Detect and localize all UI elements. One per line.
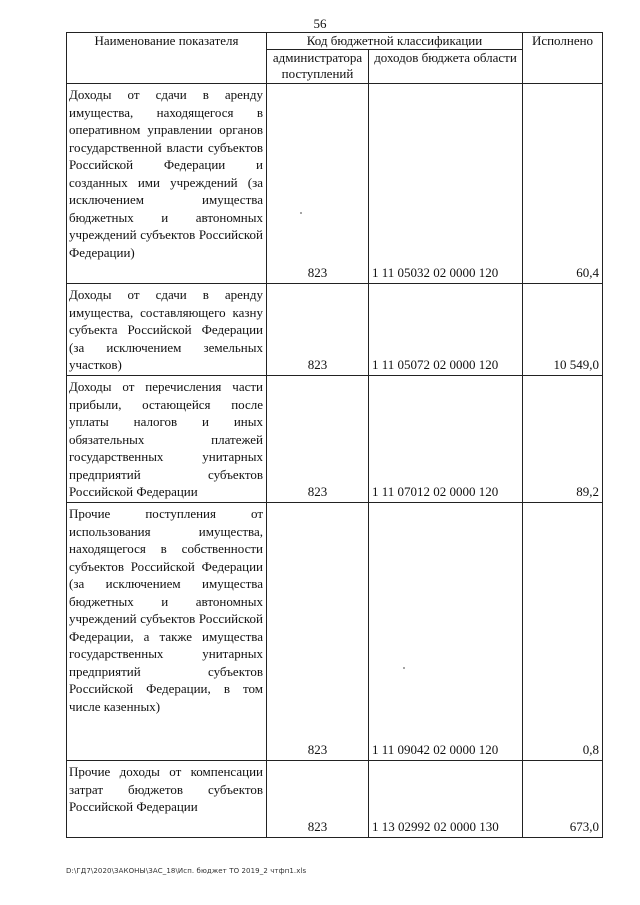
scan-speck [300, 212, 302, 214]
header-admin: администратора поступлений [267, 50, 369, 84]
row-admin-code: 823 [267, 284, 369, 376]
row-admin-code: 823 [267, 761, 369, 838]
row-amount: 0,8 [523, 503, 603, 761]
table-row [67, 284, 603, 376]
row-amount: 673,0 [523, 761, 603, 838]
row-revenue-code: 1 11 05032 02 0000 120 [369, 84, 523, 284]
header-code-group: Код бюджетной классификации [267, 33, 523, 50]
row-revenue-code: 1 13 02992 02 0000 130 [369, 761, 523, 838]
row-admin-code: 823 [267, 376, 369, 503]
row-revenue-code: 1 11 09042 02 0000 120 [369, 503, 523, 761]
table-row [67, 761, 603, 838]
row-name: Доходы от сдачи в аренду имущества, находящегося в оперативном управлении органов государственной власти субъектов Российской Федерации и созданных ими учреждений (за исключением имущества бюджетных и автономных учреждений субъектов Российской Федерации) [67, 84, 267, 284]
table-row [67, 503, 603, 761]
header-executed: Исполнено [523, 33, 603, 84]
row-name: Прочие поступления от использования имущества, находящегося в собственности субъектов Российской Федерации (за исключением имущества бюджетных и автономных учреждений субъектов Российской Федерации, а также имущества государственных унитарных предприятий субъектов Российской Федерации, в том числе казенных) [67, 503, 267, 761]
table-row [67, 84, 603, 284]
header-revenue-code: доходов бюджета области [369, 50, 523, 84]
file-path-footer: D:\ГД7\2020\ЗАКОНЫ\ЗАС_18\Исп. бюджет ТО 2019_2 чтфп1.xls [66, 867, 307, 875]
row-amount: 10 549,0 [523, 284, 603, 376]
header-name: Наименование показателя [67, 33, 267, 84]
row-name: Доходы от сдачи в аренду имущества, составляющего казну субъекта Российской Федерации (за исключением земельных участков) [67, 284, 267, 376]
row-revenue-code: 1 11 05072 02 0000 120 [369, 284, 523, 376]
row-admin-code: 823 [267, 84, 369, 284]
page-number: 56 [313, 16, 327, 31]
scan-speck [403, 667, 405, 669]
table-row [67, 376, 603, 503]
row-name: Доходы от перечисления части прибыли, остающейся после уплаты налогов и иных обязательных платежей государственных унитарных предприятий субъектов Российской Федерации [67, 376, 267, 503]
row-admin-code: 823 [267, 503, 369, 761]
row-amount: 89,2 [523, 376, 603, 503]
row-amount: 60,4 [523, 84, 603, 284]
row-revenue-code: 1 11 07012 02 0000 120 [369, 376, 523, 503]
row-name: Прочие доходы от компенсации затрат бюджетов субъектов Российской Федерации [67, 761, 267, 838]
revenue-table [66, 32, 603, 838]
